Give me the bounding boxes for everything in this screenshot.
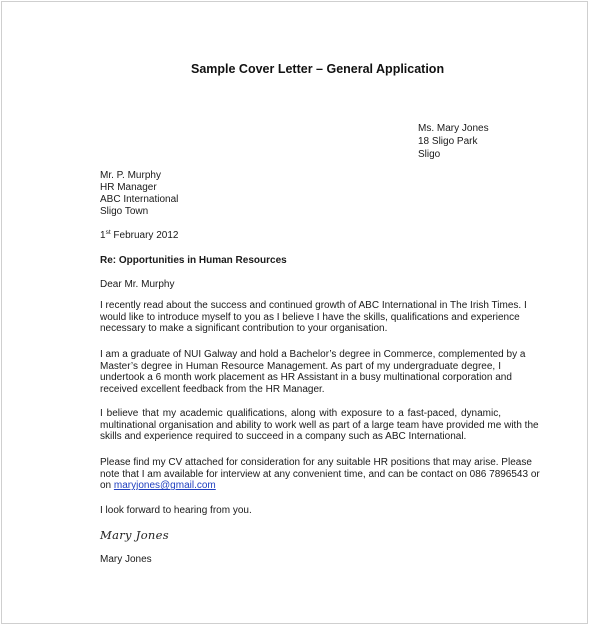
sender-address — [418, 122, 489, 161]
handwritten-signature: Mary Jones — [100, 528, 169, 542]
recipient-company: ABC International — [100, 194, 179, 205]
sender-street: 18 Sligo Park — [418, 136, 478, 147]
sender-town: Sligo — [418, 149, 441, 160]
recipient-town: Sligo Town — [100, 206, 149, 217]
paragraph-line: would like to introduce myself to you as I believe I have the skills, qualifications and experience — [100, 311, 520, 323]
paragraph-line: I recently read about the success and continued growth of ABC International in The Irish Times. I — [100, 300, 527, 311]
paragraph-introduction — [100, 300, 527, 335]
sender-name: Ms. Mary Jones — [418, 123, 489, 134]
paragraph-line: I believe that my academic qualifications, along with exposure to a fast-paced, dynamic, — [100, 408, 501, 419]
recipient-address — [100, 170, 178, 218]
paragraph-line: skills and experience required to succeed in a company such as ABC International. — [100, 431, 467, 443]
paragraph-line: I am a graduate of NUI Galway and hold a Bachelor’s degree in Commerce, complemented by a — [100, 349, 526, 360]
paragraph-line: Master’s degree in Human Resource Management. As part of my undergraduate degree, I — [100, 360, 501, 372]
page-title: Sample Cover Letter – General Application — [191, 62, 445, 76]
email-prefix: on — [100, 480, 114, 492]
paragraph-line: Please find my CV attached for consideration for any suitable HR positions that may arise. Please — [100, 457, 532, 468]
paragraph-contact — [100, 457, 540, 492]
email-link[interactable]: maryjones@gmail.com — [113, 480, 216, 492]
date-day: 1 — [100, 230, 106, 241]
paragraph-line — [100, 480, 501, 492]
paragraph-line: undertook a 6 month work placement as HR Assistant in a busy multinational corporation and — [100, 372, 512, 384]
date-suffix: st — [105, 229, 111, 236]
paragraph-line: multinational organisation and ability to work well as part of a large team have provided me with the — [100, 419, 539, 431]
paragraph-education — [100, 349, 526, 395]
paragraph-line: necessary to make a significant contribution to your organisation. — [100, 323, 388, 335]
letter-date — [100, 230, 178, 241]
paragraph-line: received excellent feedback from the HR Manager. — [100, 383, 325, 395]
subject-line: Re: Opportunities in Human Resources — [100, 255, 287, 266]
recipient-role: HR Manager — [100, 182, 157, 193]
salutation: Dear Mr. Murphy — [100, 279, 175, 290]
printed-name: Mary Jones — [100, 554, 152, 565]
letter-page — [1, 1, 588, 624]
closing-line: I look forward to hearing from you. — [100, 505, 252, 516]
date-rest: February 2012 — [110, 230, 179, 241]
paragraph-line: note that I am available for interview at any convenient time, and can be contact on 086 7896543 or — [100, 468, 540, 480]
paragraph-qualifications — [100, 408, 539, 443]
recipient-name: Mr. P. Murphy — [100, 170, 161, 181]
